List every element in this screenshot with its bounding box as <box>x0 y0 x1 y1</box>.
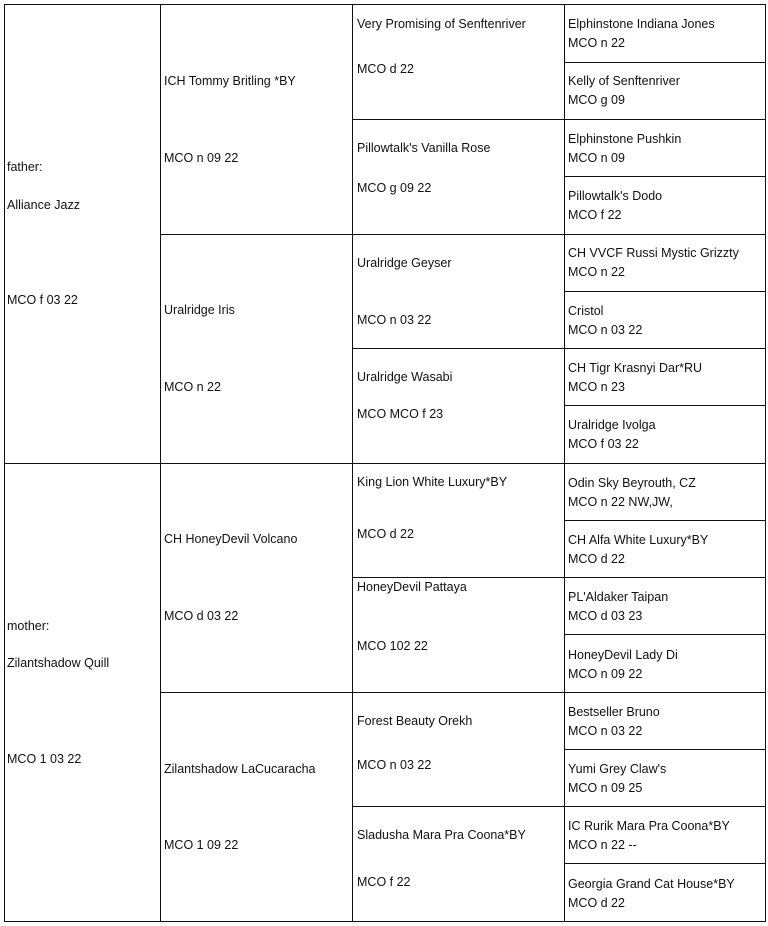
ancestor-name: Yumi Grey Claw's <box>568 762 667 776</box>
great-grandparent-code: MCO n 03 22 <box>357 758 432 772</box>
great-grandparent-name: HoneyDevil Pattaya <box>357 580 467 594</box>
great-grandparent-code: MCO d 22 <box>357 527 414 541</box>
great-grandparent-name: Sladusha Mara Pra Coona*BY <box>357 828 526 842</box>
ancestor-code: MCO d 22 <box>568 896 625 910</box>
ancestor-name: CH VVCF Russi Mystic Grizzty <box>568 246 739 260</box>
ancestor-name: Georgia Grand Cat House*BY <box>568 877 735 891</box>
great-grandparent-name: Forest Beauty Orekh <box>357 714 473 728</box>
great-grandparent-code: MCO MCO f 23 <box>357 407 444 421</box>
ancestor-name: Bestseller Bruno <box>568 705 660 719</box>
grandparent-code: MCO d 03 22 <box>164 609 239 623</box>
ancestor-code: MCO d 22 <box>568 552 625 566</box>
grandparent-name: Zilantshadow LaCucaracha <box>164 762 316 776</box>
mother-cell <box>7 0 157 926</box>
father-label: father: <box>7 160 43 174</box>
mother-code: MCO 1 03 22 <box>7 752 82 766</box>
grandparent-code: MCO 1 09 22 <box>164 838 239 852</box>
ancestor-name: PL'Aldaker Taipan <box>568 590 669 604</box>
ancestor-name: Odin Sky Beyrouth, CZ <box>568 476 696 490</box>
great-grandparent-code: MCO g 09 22 <box>357 181 432 195</box>
grandparent-name: Uralridge Iris <box>164 303 235 317</box>
great-grandparent-cell <box>357 0 562 926</box>
ancestor-name: Kelly of Senftenriver <box>568 74 680 88</box>
great-grandparent-name: King Lion White Luxury*BY <box>357 475 508 489</box>
ancestor-code: MCO n 03 22 <box>568 323 643 337</box>
ancestor-code: MCO n 09 22 <box>568 667 643 681</box>
grandparent-name: CH HoneyDevil Volcano <box>164 532 298 546</box>
great-grandparent-name: Very Promising of Senftenriver <box>357 17 526 31</box>
grandparent-code: MCO n 09 22 <box>164 151 239 165</box>
ancestor-code: MCO d 03 23 <box>568 609 643 623</box>
great-grandparent-name: Uralridge Geyser <box>357 256 452 270</box>
ancestor-code: MCO g 09 <box>568 93 625 107</box>
ancestor-code: MCO n 22 NW,JW, <box>568 495 673 509</box>
ancestor-cell <box>568 0 764 926</box>
ancestor-name: Elphinstone Pushkin <box>568 132 682 146</box>
father-name: Alliance Jazz <box>7 198 80 212</box>
ancestor-name: HoneyDevil Lady Di <box>568 648 678 662</box>
ancestor-name: CH Tigr Krasnyi Dar*RU <box>568 361 703 375</box>
ancestor-code: MCO n 09 <box>568 151 625 165</box>
ancestor-name: Uralridge Ivolga <box>568 418 656 432</box>
ancestor-name: CH Alfa White Luxury*BY <box>568 533 709 547</box>
ancestor-name: Cristol <box>568 304 604 318</box>
great-grandparent-name: Uralridge Wasabi <box>357 370 453 384</box>
ancestor-code: MCO n 09 25 <box>568 781 643 795</box>
mother-name: Zilantshadow Quill <box>7 656 110 670</box>
great-grandparent-code: MCO n 03 22 <box>357 313 432 327</box>
ancestor-code: MCO n 23 <box>568 380 625 394</box>
ancestor-code: MCO n 22 -- <box>568 838 637 852</box>
ancestor-code: MCO n 22 <box>568 36 625 50</box>
ancestor-code: MCO n 03 22 <box>568 724 643 738</box>
ancestor-name: Pillowtalk's Dodo <box>568 189 663 203</box>
ancestor-code: MCO f 22 <box>568 208 622 222</box>
ancestor-name: Elphinstone Indiana Jones <box>568 17 715 31</box>
ancestor-code: MCO f 03 22 <box>568 437 639 451</box>
grandparent-cell <box>164 0 350 926</box>
great-grandparent-code: MCO f 22 <box>357 875 411 889</box>
great-grandparent-code: MCO d 22 <box>357 62 414 76</box>
great-grandparent-code: MCO 102 22 <box>357 639 428 653</box>
ancestor-code: MCO n 22 <box>568 265 625 279</box>
grandparent-name: ICH Tommy Britling *BY <box>164 74 296 88</box>
father-code: MCO f 03 22 <box>7 293 78 307</box>
great-grandparent-name: Pillowtalk's Vanilla Rose <box>357 141 491 155</box>
ancestor-name: IC Rurik Mara Pra Coona*BY <box>568 819 730 833</box>
mother-label: mother: <box>7 619 50 633</box>
grandparent-code: MCO n 22 <box>164 380 221 394</box>
